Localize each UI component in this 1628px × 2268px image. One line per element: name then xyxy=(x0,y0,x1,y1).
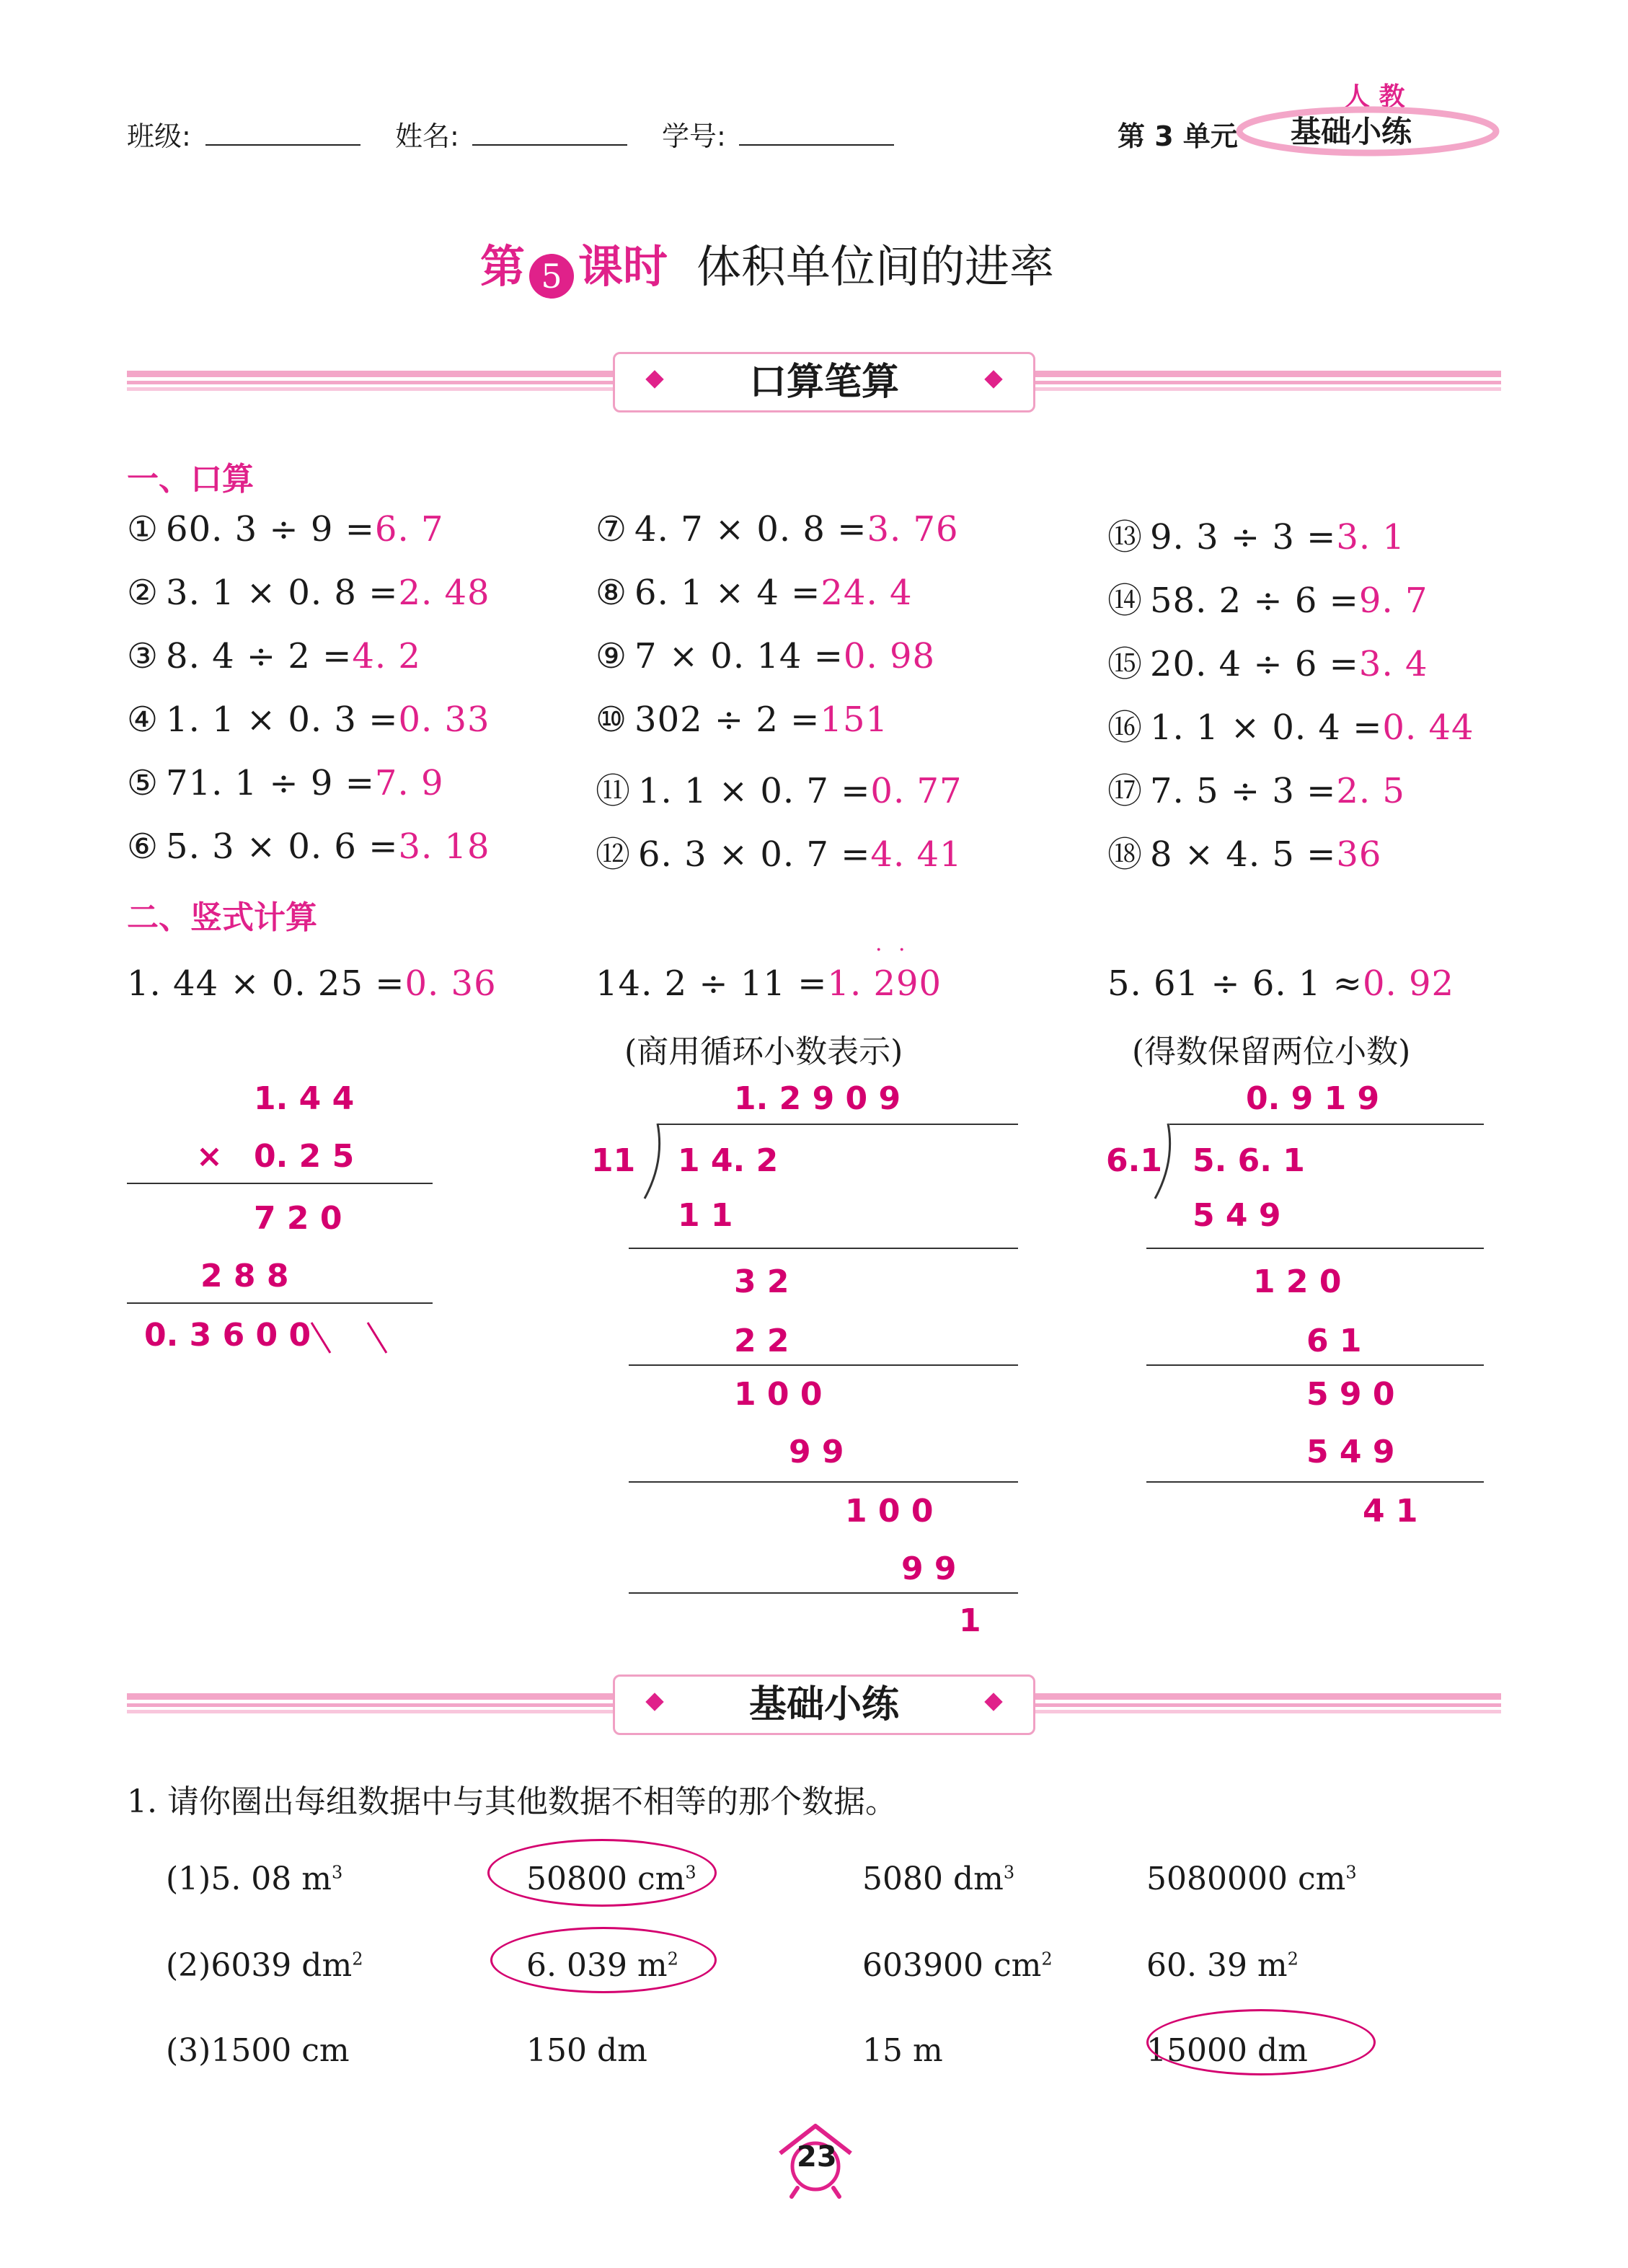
oral-item xyxy=(596,826,963,876)
unit-exponent: 3 xyxy=(1003,1862,1015,1883)
div1-step: 3 2 xyxy=(734,1263,789,1300)
brand-label: 基础小练 xyxy=(1291,114,1412,149)
oral-item xyxy=(127,700,490,740)
mult-line xyxy=(127,1302,433,1304)
oral-answer[interactable]: 6. 7 xyxy=(374,509,444,550)
oral-answer[interactable]: 151 xyxy=(820,700,889,740)
vertical-note: (得数保留两位小数) xyxy=(1132,1033,1411,1070)
oral-item xyxy=(1107,636,1428,686)
mult-row-2: 0. 2 5 xyxy=(254,1138,355,1175)
section-banner-practice xyxy=(613,1674,1035,1735)
unit-exponent: 2 xyxy=(1287,1949,1299,1969)
oral-answer[interactable]: 3. 76 xyxy=(867,509,959,550)
div2-step: 5 4 9 xyxy=(1306,1434,1395,1470)
diamond-icon xyxy=(984,1693,1002,1711)
unit-value: 1500 cm xyxy=(211,2032,350,2069)
oral-item xyxy=(127,763,444,803)
item-number: ⑰ xyxy=(1107,771,1143,811)
div2-dividend: 5. 6. 1 xyxy=(1193,1142,1305,1179)
oral-item xyxy=(1107,509,1405,559)
oral-answer[interactable]: 9. 7 xyxy=(1358,581,1428,621)
item-number: ⑦ xyxy=(596,509,628,550)
oral-item xyxy=(1107,826,1381,876)
div1-dividend: 1 4. 2 xyxy=(678,1142,779,1179)
oral-heading: 一、口算 xyxy=(127,461,254,498)
class-label: 班级: xyxy=(127,120,191,152)
div2-step: 1 2 0 xyxy=(1253,1263,1342,1300)
unit-option[interactable] xyxy=(1146,1861,1357,1897)
unit-value: 6. 039 m xyxy=(526,1947,668,1984)
item-number: ⑬ xyxy=(1107,517,1143,557)
item-number: ⑮ xyxy=(1107,644,1143,684)
div2-step: 5 4 9 xyxy=(1193,1197,1281,1234)
oral-expr: 60. 3 ÷ 9 = xyxy=(166,509,375,550)
unit-value: 603900 cm xyxy=(862,1947,1042,1984)
oral-item xyxy=(596,509,959,550)
unit-value: 150 dm xyxy=(526,2032,647,2069)
answer-circle xyxy=(1146,2009,1376,2075)
oral-expr: 1. 1 × 0. 4 = xyxy=(1150,707,1383,748)
div2-bar xyxy=(1169,1124,1484,1125)
unit-value: 5080000 cm xyxy=(1146,1861,1346,1897)
div2-divisor: 6.1 xyxy=(1106,1142,1162,1179)
oral-item xyxy=(596,636,935,676)
oral-expr: 7 × 0. 14 = xyxy=(634,636,844,676)
oral-expr: 20. 4 ÷ 6 = xyxy=(1150,644,1359,684)
item-number: ④ xyxy=(127,700,159,740)
unit-label: 第 3 单元 xyxy=(1118,120,1238,152)
class-blank[interactable] xyxy=(205,144,360,146)
oral-expr: 3. 1 × 0. 8 = xyxy=(166,573,399,613)
repeating-dot-icon: · xyxy=(898,937,906,963)
lesson-number-badge: 5 xyxy=(529,254,574,299)
div1-step: 1 0 0 xyxy=(845,1493,934,1530)
id-label: 学号: xyxy=(662,120,726,152)
section-banner-calc xyxy=(613,352,1035,412)
unit-value: 50800 cm xyxy=(526,1861,686,1897)
title-suffix: 课时 xyxy=(578,240,668,293)
oral-answer[interactable]: 4. 2 xyxy=(352,636,421,676)
unit-value: 15000 dm xyxy=(1146,2032,1308,2069)
lesson-topic: 体积单位间的进率 xyxy=(696,240,1055,293)
vertical-expr: 14. 2 ÷ 11 = xyxy=(596,963,828,1004)
oral-item xyxy=(127,636,421,676)
question-1: 1. 请你圈出每组数据中与其他数据不相等的那个数据。 xyxy=(127,1783,897,1820)
vertical-answer[interactable]: 0. 36 xyxy=(404,963,497,1004)
item-number: ⑩ xyxy=(596,700,628,740)
vertical-problem-2 xyxy=(596,963,942,1004)
unit-option[interactable] xyxy=(166,1947,363,1984)
div2-quotient: 0. 9 1 9 xyxy=(1246,1080,1380,1117)
section-title-calc: 口算笔算 xyxy=(748,361,899,404)
id-blank[interactable] xyxy=(739,144,894,146)
div1-step: 9 9 xyxy=(901,1550,957,1587)
item-number: ⑥ xyxy=(127,826,159,867)
unit-option[interactable] xyxy=(526,2032,647,2069)
oral-expr: 1. 1 × 0. 7 = xyxy=(638,771,871,811)
unit-exponent: 3 xyxy=(332,1862,343,1883)
unit-value: 5080 dm xyxy=(862,1861,1004,1897)
oral-item xyxy=(127,509,444,550)
div1-step: 1 1 xyxy=(678,1197,733,1234)
oral-item xyxy=(1107,700,1474,749)
vertical-problem-3 xyxy=(1107,963,1454,1004)
div1-line xyxy=(629,1481,1018,1483)
unit-exponent: 3 xyxy=(685,1862,696,1883)
oral-expr: 9. 3 ÷ 3 = xyxy=(1150,517,1337,557)
oral-item xyxy=(127,826,490,867)
repeating-dot-icon: · xyxy=(875,937,882,963)
vertical-expr: 1. 44 × 0. 25 = xyxy=(127,963,405,1004)
div1-bar xyxy=(658,1124,1018,1125)
oral-expr: 302 ÷ 2 = xyxy=(634,700,820,740)
edition-label: 人 教 xyxy=(1344,82,1405,112)
unit-option[interactable] xyxy=(862,1947,1053,1984)
answer-circle xyxy=(487,1839,717,1907)
unit-exponent: 2 xyxy=(352,1949,363,1969)
oral-answer[interactable]: 3. 4 xyxy=(1358,644,1428,684)
mult-result: 0. 3 6 0 0 xyxy=(144,1317,311,1354)
oral-answer[interactable]: 2. 5 xyxy=(1336,771,1405,811)
oral-item xyxy=(596,763,963,813)
oral-item xyxy=(127,573,490,613)
mult-line xyxy=(127,1183,433,1184)
diamond-icon xyxy=(645,1693,663,1711)
division-bracket-icon xyxy=(640,1122,662,1201)
item-number: ① xyxy=(127,509,159,550)
answer-circle xyxy=(490,1927,717,1993)
oral-expr: 8 × 4. 5 = xyxy=(1150,834,1337,875)
unit-exponent: 2 xyxy=(667,1949,678,1969)
vertical-expr: 5. 61 ÷ 6. 1 ≈ xyxy=(1107,963,1363,1004)
oral-answer[interactable]: 3. 1 xyxy=(1336,517,1405,557)
oral-answer[interactable]: 0. 98 xyxy=(843,636,936,676)
vertical-problem-1 xyxy=(127,963,497,1004)
oral-item xyxy=(1107,573,1428,622)
unit-value: 5. 08 m xyxy=(211,1861,332,1897)
div2-step: 5 9 0 xyxy=(1306,1376,1395,1413)
item-number: ⑯ xyxy=(1107,707,1143,748)
div1-remainder: 1 xyxy=(959,1602,981,1639)
oral-answer[interactable]: 3. 18 xyxy=(398,826,490,867)
oral-item xyxy=(1107,763,1405,813)
div1-quotient: 1. 2 9 0 9 xyxy=(734,1080,901,1117)
oral-answer[interactable]: 2. 48 xyxy=(398,573,490,613)
oral-answer[interactable]: 0. 44 xyxy=(1382,707,1474,748)
oral-expr: 8. 4 ÷ 2 = xyxy=(166,636,353,676)
div1-step: 2 2 xyxy=(734,1323,789,1359)
title-prefix: 第 xyxy=(480,240,526,293)
name-blank[interactable] xyxy=(472,144,627,146)
oral-answer[interactable]: 0. 77 xyxy=(870,771,963,811)
mult-row-3: 7 2 0 xyxy=(254,1200,342,1237)
mult-row-4: 2 8 8 xyxy=(200,1258,289,1294)
div2-line xyxy=(1146,1364,1484,1366)
item-number: ⑪ xyxy=(596,771,632,811)
oral-answer[interactable]: 4. 41 xyxy=(870,834,963,875)
oral-expr: 71. 1 ÷ 9 = xyxy=(166,763,375,803)
oral-item xyxy=(596,573,913,613)
div1-line xyxy=(629,1248,1018,1249)
diamond-icon xyxy=(984,370,1002,388)
item-number: ⑭ xyxy=(1107,581,1143,621)
group-label: (2) xyxy=(166,1947,211,1984)
div2-step: 6 1 xyxy=(1306,1323,1362,1359)
oral-expr: 1. 1 × 0. 3 = xyxy=(166,700,399,740)
oral-expr: 6. 3 × 0. 7 = xyxy=(638,834,871,875)
oral-expr: 5. 3 × 0. 6 = xyxy=(166,826,399,867)
unit-exponent: 3 xyxy=(1345,1862,1357,1883)
oral-expr: 58. 2 ÷ 6 = xyxy=(1150,581,1359,621)
unit-option[interactable] xyxy=(1146,1947,1299,1984)
name-label: 姓名: xyxy=(395,120,459,152)
oral-item xyxy=(596,700,888,740)
page-number: 23 xyxy=(797,2140,837,2174)
div1-line xyxy=(629,1592,1018,1594)
oral-expr: 7. 5 ÷ 3 = xyxy=(1150,771,1337,811)
oral-expr: 6. 1 × 4 = xyxy=(634,573,821,613)
item-number: ⑱ xyxy=(1107,834,1143,875)
section-title-practice: 基础小练 xyxy=(748,1683,899,1726)
unit-option[interactable] xyxy=(862,1861,1014,1897)
div1-divisor: 11 xyxy=(591,1142,636,1179)
item-number: ⑫ xyxy=(596,834,632,875)
vertical-note: (商用循环小数表示) xyxy=(624,1033,903,1070)
unit-exponent: 2 xyxy=(1041,1949,1053,1969)
vertical-heading: 二、竖式计算 xyxy=(127,899,317,936)
item-number: ⑤ xyxy=(127,763,159,803)
item-number: ⑨ xyxy=(596,636,628,676)
diamond-icon xyxy=(645,370,663,388)
unit-value: 6039 dm xyxy=(211,1947,353,1984)
unit-option[interactable] xyxy=(166,2032,350,2069)
oral-answer[interactable]: 0. 33 xyxy=(398,700,490,740)
item-number: ⑧ xyxy=(596,573,628,613)
unit-option[interactable] xyxy=(166,1861,342,1897)
unit-value: 60. 39 m xyxy=(1146,1947,1288,1984)
vertical-answer[interactable]: 0. 92 xyxy=(1362,963,1455,1004)
div2-remainder: 4 1 xyxy=(1363,1493,1418,1530)
oral-expr: 4. 7 × 0. 8 = xyxy=(634,509,867,550)
group-label: (1) xyxy=(166,1861,211,1897)
div2-line xyxy=(1146,1248,1484,1249)
unit-option[interactable] xyxy=(862,2032,943,2069)
oral-answer[interactable]: 7. 9 xyxy=(374,763,444,803)
div2-line xyxy=(1146,1481,1484,1483)
unit-value: 15 m xyxy=(862,2032,943,2069)
vertical-answer[interactable]: 1. 290 xyxy=(827,963,942,1004)
lesson-title xyxy=(480,231,1054,301)
mult-sign: × xyxy=(196,1138,223,1175)
cross-out-icon xyxy=(307,1318,394,1356)
mult-row-1: 1. 4 4 xyxy=(254,1080,355,1117)
item-number: ③ xyxy=(127,636,159,676)
div1-line xyxy=(629,1364,1018,1366)
oral-answer[interactable]: 36 xyxy=(1336,834,1382,875)
group-label: (3) xyxy=(166,2032,211,2069)
div1-step: 9 9 xyxy=(789,1434,844,1470)
item-number: ② xyxy=(127,573,159,613)
oral-answer[interactable]: 24. 4 xyxy=(820,573,913,613)
div1-step: 1 0 0 xyxy=(734,1376,823,1413)
